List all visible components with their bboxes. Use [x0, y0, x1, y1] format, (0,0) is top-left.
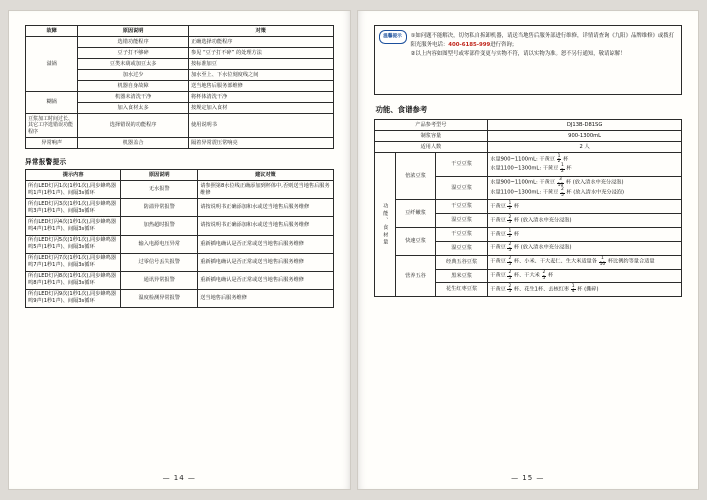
action-cell: 隔着异常震压常响亮: [188, 138, 333, 149]
cause-cell: 机器自身故障: [78, 81, 189, 92]
table-row: [374, 153, 682, 177]
item-detail: 干黄豆 $\frac{1}{2}$ 杯: [488, 228, 682, 242]
item-detail: 水量900~1100mL: 干黄豆 $\frac{3}{10}$ 杯 (放入清水中充分浸泡) 水量1100~1300mL: 干黄豆 $\frac{2}{5}$ 杯 (放入清水中充分浸泡): [488, 176, 682, 200]
item-name: 湿豆豆浆: [435, 241, 487, 255]
capacity-value: 900-1300mL: [488, 131, 682, 142]
item-name: 经典五谷豆浆: [435, 255, 487, 269]
table-row: [26, 217, 334, 235]
table-row: [374, 255, 682, 269]
fault-cell: 糊锅: [26, 92, 78, 114]
indication-cell: 所有LED灯闪1次(1秒1次),同步蜂鸣器鸣1声(1秒1声)、间隔3s循环: [26, 181, 121, 199]
notice-body: [381, 32, 676, 58]
table-row: [26, 37, 334, 48]
recipe-table: [374, 119, 683, 297]
item-name: 花生红枣豆浆: [435, 283, 487, 297]
indication-cell: 所有LED灯闪4次(1秒1次),同步蜂鸣器鸣4声(1秒1声)、间隔3s循环: [26, 217, 121, 235]
action-cell: 正确选择功能程序: [188, 37, 333, 48]
page-number-left: — 14 —: [162, 474, 196, 482]
vertical-group-label: 功能、食材量: [374, 153, 396, 297]
item-detail: 水量900~1100mL: 干黄豆 $\frac{1}{2}$ 杯 水量1100~1300mL: 干黄豆 $\frac{1}{2}$ 杯: [488, 153, 682, 177]
advice-cell: 送当地售后服务维修: [198, 289, 333, 307]
item-name: 干豆豆浆: [435, 228, 487, 242]
action-cell: 按规定加入食材: [188, 103, 333, 114]
cause-cell: 防溢异常报警: [121, 199, 198, 217]
alarm-table: [25, 169, 334, 307]
table-row: [26, 114, 334, 138]
notice-line-1: ①如问题不能解决，切勿私自拆卸机器，请送当地售后服务部进行维修，详情请查询《九阳》品牌维修》或拨打阳光服务电话：400-6185-999进行咨询；: [410, 33, 675, 48]
cause-cell: 加热超时报警: [121, 217, 198, 235]
cause-cell: 加水过少: [78, 70, 189, 81]
notice-badge: 温馨提示: [379, 30, 407, 44]
indication-cell: 所有LED灯闪3次(1秒1次),同步蜂鸣器鸣3声(1秒1声)、间隔3s循环: [26, 199, 121, 217]
action-cell: 按标准加豆: [188, 59, 333, 70]
cause-cell: 过零信号丢失报警: [121, 253, 198, 271]
notice-box: [374, 25, 683, 95]
cause-cell: 选错功能程序: [78, 37, 189, 48]
advice-cell: 重新插电确认是否正常或送当地售后服务维修: [198, 271, 333, 289]
table-row: [374, 120, 682, 131]
action-cell: 加水至上、下水位刻度线之间: [188, 70, 333, 81]
cause-cell: 机器未清洗干净: [78, 92, 189, 103]
cause-col-header: 原因说明: [78, 26, 189, 37]
page-number-right: — 15 —: [511, 474, 545, 482]
item-name: 黑米豆浆: [435, 269, 487, 283]
alarm-section-title: 异常报警提示: [25, 158, 67, 167]
cause-cell: 通讯异常报警: [121, 271, 198, 289]
item-detail: 干黄豆 $\frac{2}{5}$ 杯、干大米 $\frac{2}{5}$ 杯: [488, 269, 682, 283]
group-label: 营养五谷: [396, 255, 436, 297]
advice-cell: 请按说明书正确添加和水或送当地售后服务维修: [198, 199, 333, 217]
action-cell: 将杯体清洗干净: [188, 92, 333, 103]
servings-label: 适用人数: [374, 142, 488, 153]
advice-cell: 请按说明书正确添加和水或送当地售后服务维修: [198, 217, 333, 235]
indication-cell: 所有LED灯闪9次(1秒1次),同步蜂鸣器鸣9声(1秒1声)、间隔3s循环: [26, 289, 121, 307]
action-cell: 送当地售后服务部维修: [188, 81, 333, 92]
indication-cell: 所有LED灯闪8次(1秒1次),同步蜂鸣器鸣8声(1秒1声)、间隔3s循环: [26, 271, 121, 289]
servings-value: 2 人: [488, 142, 682, 153]
item-name: 干豆豆浆: [435, 200, 487, 214]
table-row: [26, 181, 334, 199]
table-row: [26, 253, 334, 271]
table-row: [26, 235, 334, 253]
item-detail: 干黄豆 $\frac{2}{5}$ 杯 (放入清水中充分浸泡): [488, 214, 682, 228]
right-page: [357, 10, 700, 490]
cause-cell: 选择错误的功能程序: [78, 114, 189, 138]
table-row: [26, 289, 334, 307]
table-row: [26, 26, 334, 37]
cause-cell: 豆类未葫或加豆太多: [78, 59, 189, 70]
model-label: 产品参考型号: [374, 120, 488, 131]
action-col-header: 对策: [188, 26, 333, 37]
notice-line-2: ②以上内容如图型号或零部件变更与实物不符，请以实物为准。恕不另行通知，敬请谅解！: [410, 50, 626, 57]
cause-cell: 无水报警: [121, 181, 198, 199]
model-value-1: DJ13B-D81SG: [488, 120, 682, 131]
group-label: 快速豆浆: [396, 228, 436, 256]
capacity-label: 制浆容量: [374, 131, 488, 142]
item-detail: 干黄豆 $\frac{2}{5}$ 杯、小米、干大麦仁、生大米适量各 $\frac{1}{10}$ 杯比例约等量合适量: [488, 255, 682, 269]
fault-cell: 异常响声: [26, 138, 78, 149]
fault-cell: 豆浆加工时间过长、其它工序选错误功能程序: [26, 114, 78, 138]
item-detail: 干黄豆 $\frac{1}{2}$ 杯: [488, 200, 682, 214]
fault-cell: 溢锅: [26, 37, 78, 92]
cause-cell: 输入电源电压异常: [121, 235, 198, 253]
table-row: [374, 200, 682, 214]
cause-cell: 温度检测异常报警: [121, 289, 198, 307]
advice-cell: 重新插电确认是否正常或送当地售后服务维修: [198, 235, 333, 253]
cause-cell: 豆子打不够碎: [78, 48, 189, 59]
table-row: [374, 131, 682, 142]
left-page: [8, 10, 351, 490]
indication-cell: 所有LED灯闪7次(1秒1次),同步蜂鸣器鸣7声(1秒1声)、间隔3s循环: [26, 253, 121, 271]
group-label: 豆纤嫩浆: [396, 200, 436, 228]
table-row: [26, 199, 334, 217]
item-detail: 干黄豆 $\frac{2}{5}$ 杯、花生1杯、去核红枣 $\frac{1}{4}$ 杯 (撕碎): [488, 283, 682, 297]
cause-cell: 加入食材太多: [78, 103, 189, 114]
item-name: 干豆豆浆: [435, 153, 487, 177]
table-row: [26, 92, 334, 103]
table-row: [26, 271, 334, 289]
fault-table: [25, 25, 334, 149]
action-cell: 使用说明书: [188, 114, 333, 138]
recipe-section-title: 功能、食谱参考: [375, 105, 428, 114]
table-row: [26, 138, 334, 149]
advice-cell: 请参照第8水位线正确添加到杯体中,否则送当地售后服务维修: [198, 181, 333, 199]
action-cell: 参见 “豆子打不碎” 的处理方法: [188, 48, 333, 59]
item-name: 湿豆豆浆: [435, 176, 487, 200]
indication-cell: 所有LED灯闪5次(1秒1次),同步蜂鸣器鸣5声(1秒1声)、间隔3s循环: [26, 235, 121, 253]
table-row: [374, 228, 682, 242]
fault-col-header: 故障: [26, 26, 78, 37]
cause-col-header: 原因说明: [121, 170, 198, 181]
advice-cell: 重新插电确认是否正常或送当地售后服务维修: [198, 253, 333, 271]
item-name: 湿豆豆浆: [435, 214, 487, 228]
indication-col-header: 提示内容: [26, 170, 121, 181]
advice-col-header: 建议对策: [198, 170, 333, 181]
table-row: [374, 142, 682, 153]
table-row: [26, 170, 334, 181]
cause-cell: 机器盖合: [78, 138, 189, 149]
group-label: 倍浓豆浆: [396, 153, 436, 200]
item-detail: 干黄豆 $\frac{2}{5}$ 杯 (放入清水中充分浸泡): [488, 241, 682, 255]
